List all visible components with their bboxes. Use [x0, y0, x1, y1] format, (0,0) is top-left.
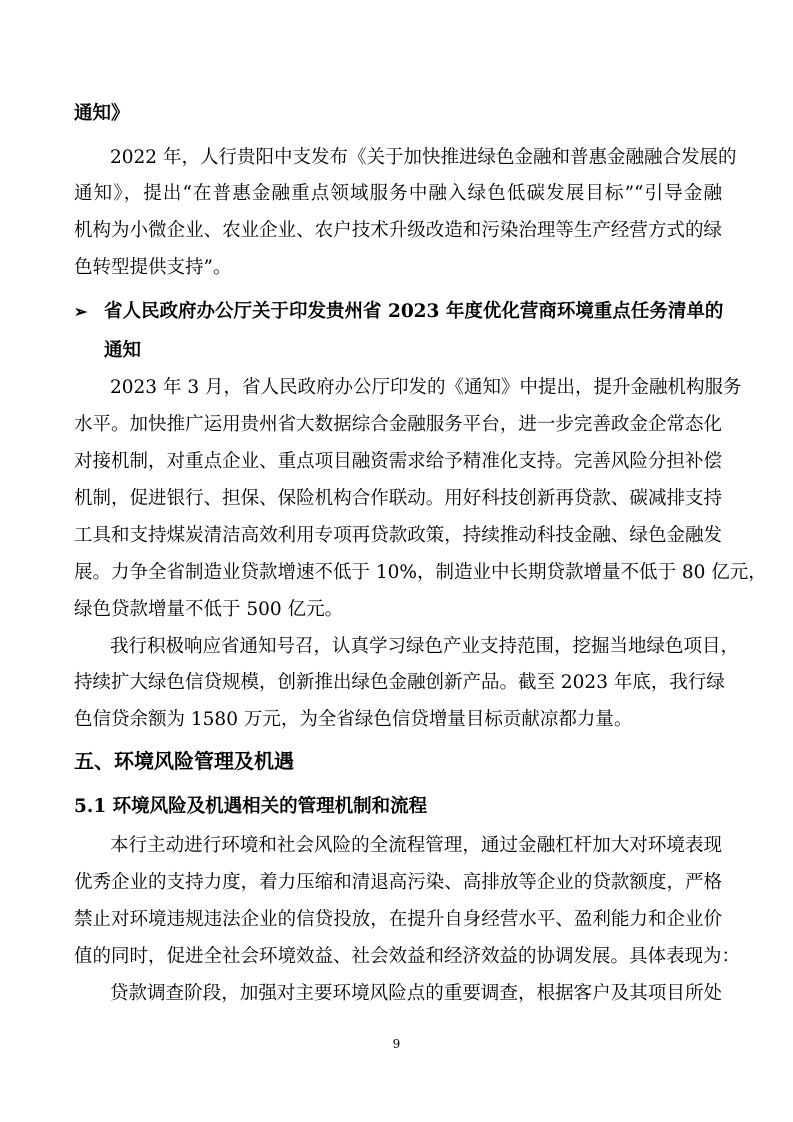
paragraph-line: 值的同时，促进全社会环境效益、社会效益和经济效益的协调发展。具体表现为： [74, 946, 741, 967]
paragraph-line: 对接机制，对重点企业、重点项目融资需求给予精准化支持。完善风险分担补偿 [74, 451, 722, 472]
section-heading: 五、环境风险管理及机遇 [74, 749, 294, 773]
paragraph-line: 我行积极响应省通知号召，认真学习绿色产业支持范围，挖掘当地绿色项目， [110, 636, 740, 657]
paragraph-line: 禁止对环境违规违法企业的信贷投放，在提升自身经营水平、盈利能力和企业价 [74, 909, 722, 930]
paragraph-line: 通知》，提出“在普惠金融重点领域服务中融入绿色低碳发展目标”“引导金融 [74, 183, 722, 204]
paragraph-line: 机构为小微企业、农业企业、农户技术升级改造和污染治理等生产经营方式的绿 [74, 220, 722, 241]
bullet-heading-line: 省人民政府办公厅关于印发贵州省 2023 年度优化营商环境重点任务清单的 [104, 301, 724, 322]
paragraph-line: 机制，促进银行、担保、保险机构合作联动。用好科技创新再贷款、碳减排支持 [74, 488, 722, 509]
paragraph-line: 贷款调查阶段，加强对主要环境风险点的重要调查，根据客户及其项目所处 [110, 983, 722, 1004]
paragraph-line: 2023 年 3 月，省人民政府办公厅印发的《通知》中提出，提升金融机构服务 [110, 377, 742, 398]
paragraph-line: 工具和支持煤炭清洁高效利用专项再贷款政策，持续推动科技金融、绿色金融发 [74, 525, 722, 546]
heading-continuation: 通知》 [74, 103, 130, 124]
paragraph-line: 色信贷余额为 1580 万元，为全省绿色信贷增量目标贡献凉都力量。 [74, 709, 633, 730]
subsection-heading: 5.1 环境风险及机遇相关的管理机制和流程 [74, 796, 428, 817]
bullet-arrow-icon: ➢ [74, 302, 88, 321]
paragraph-line: 优秀企业的支持力度，着力压缩和清退高污染、高排放等企业的贷款额度，严格 [74, 872, 722, 893]
paragraph-line: 2022 年，人行贵阳中支发布《关于加快推进绿色金融和普惠金融融合发展的 [110, 147, 737, 168]
paragraph-line: 色转型提供支持”。 [74, 257, 232, 278]
paragraph-line: 水平。加快推广运用贵州省大数据综合金融服务平台，进一步完善政金企常态化 [74, 414, 722, 435]
bullet-heading-line: 通知 [104, 340, 142, 361]
paragraph-line: 绿色贷款增量不低于 500 亿元。 [74, 599, 344, 620]
paragraph-line: 本行主动进行环境和社会风险的全流程管理，通过金融杠杆加大对环境表现 [110, 835, 722, 856]
paragraph-line: 持续扩大绿色信贷规模，创新推出绿色金融创新产品。截至 2023 年底，我行绿 [74, 672, 725, 693]
paragraph-line: 展。力争全省制造业贷款增速不低于 10%，制造业中长期贷款增量不低于 80 亿元， [74, 562, 767, 583]
page-number: 9 [392, 1037, 401, 1051]
